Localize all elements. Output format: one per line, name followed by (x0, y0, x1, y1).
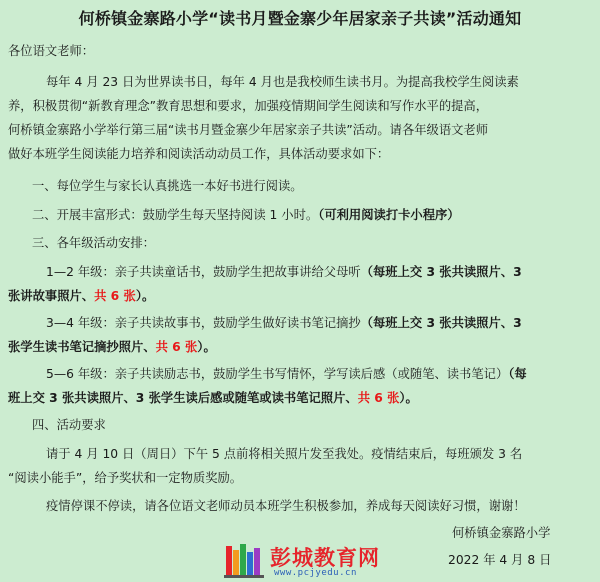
grade-12-bold-1: （每班上交 3 张共读照片、3 (360, 265, 522, 279)
grade-56-end: ）。 (399, 391, 418, 405)
item-2-bold: （可利用阅读打卡小程序） (318, 208, 460, 222)
grade-12-bold-2: 张讲故事照片、 (8, 289, 95, 303)
grade-34-line-1 (46, 312, 592, 335)
grade-56-line-1 (46, 363, 592, 386)
notice-title: 何桥镇金寨路小学“读书月暨金寨少年居家亲子共读”活动通知 (78, 9, 522, 28)
grade-56-text: 5—6 年级：亲子共读励志书，鼓励学生书写情怀，学写读后感（或随笔、读书笔记） (46, 367, 509, 381)
grade-12-text: 1—2 年级：亲子共读童话书，鼓励学生把故事讲给父母听 (46, 265, 361, 279)
watermark-name: 彭城教育网 (270, 546, 380, 570)
watermark-url: www.pcjyedu.cn (274, 568, 357, 578)
grade-34-bold-1: （每班上交 3 张共读照片、3 (360, 316, 522, 330)
grade-12-end: ）。 (135, 289, 155, 303)
item-4: 四、活动要求 (32, 418, 106, 432)
grade-56-total: 共 6 张 (357, 391, 400, 405)
grade-56-line-2 (8, 387, 592, 410)
requirement-line-2: “阅读小能手”，给予奖状和一定物质奖励。 (8, 471, 243, 485)
intro-line-1: 每年 4 月 23 日为世界读书日，每年 4 月也是我校师生读书月。为提高我校学生阅读素 (46, 75, 519, 89)
intro-line-4: 做好本班学生阅读能力培养和阅读活动动员工作，具体活动要求如下： (8, 147, 390, 161)
watermark-logo (224, 540, 380, 580)
grade-12-total: 共 6 张 (94, 289, 136, 303)
greeting: 各位语文老师： (8, 44, 95, 58)
grade-56-bold-1: （每 (508, 367, 527, 381)
grade-12-line-1 (46, 261, 592, 284)
grade-12-line-2 (8, 285, 592, 308)
signature-date: 2022 年 4 月 8 日 (448, 553, 552, 567)
grade-34-line-2 (8, 336, 592, 359)
closing: 疫情停课不停读，请各位语文老师动员本班学生积极参加，养成每天阅读好习惯，谢谢！ (46, 499, 526, 513)
grade-34-end: ）。 (197, 340, 216, 354)
signature-school: 何桥镇金寨路小学 (452, 526, 551, 540)
grade-34-total: 共 6 张 (155, 340, 198, 354)
requirement-line-1: 请于 4 月 10 日（周日）下午 5 点前将相关照片发至我处。疫情结束后，每班颁发 3 名 (46, 447, 523, 461)
grade-56-bold-2: 班上交 3 张共读照片、3 张学生读后感或随笔或读书笔记照片、 (8, 391, 358, 405)
grade-34-bold-2: 张学生读书笔记摘抄照片、 (8, 340, 156, 354)
item-2 (32, 204, 600, 227)
item-1: 一、每位学生与家长认真挑选一本好书进行阅读。 (32, 179, 303, 193)
intro-line-2: 养，积极贯彻“新教育理念”教育思想和要求，加强疫情期间学生阅读和写作水平的提高， (8, 99, 489, 113)
grade-34-text: 3—4 年级：亲子共读故事书，鼓励学生做好读书笔记摘抄 (46, 316, 361, 330)
item-3: 三、各年级活动安排： (32, 236, 155, 250)
book-stack-icon (224, 540, 268, 578)
intro-line-3: 何桥镇金寨路小学举行第三届“读书月暨金寨少年居家亲子共读”活动。请各年级语文老师 (8, 123, 489, 137)
item-2-text: 二、开展丰富形式：鼓励学生每天坚持阅读 1 小时。 (32, 208, 319, 222)
